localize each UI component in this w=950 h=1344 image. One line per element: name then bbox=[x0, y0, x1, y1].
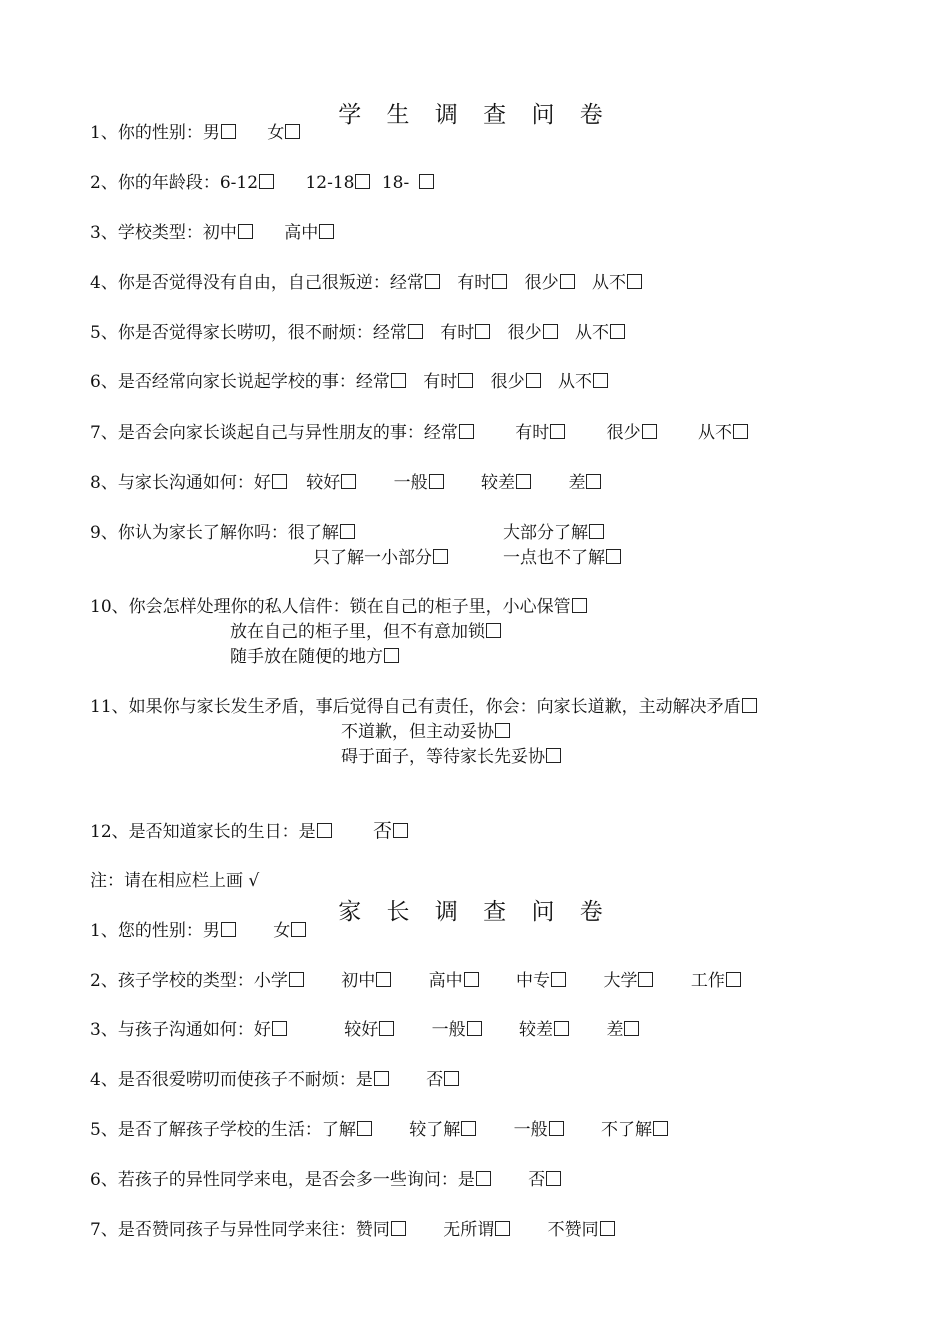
checkbox[interactable] bbox=[593, 373, 608, 388]
option-label: 锁在自己的柜子里，小心保管 bbox=[349, 597, 571, 617]
checkbox[interactable] bbox=[221, 124, 236, 139]
option-label: 中专 bbox=[516, 971, 551, 991]
option-label: 经常 bbox=[389, 273, 424, 293]
checkbox[interactable] bbox=[259, 174, 274, 189]
option-label: 初中 bbox=[341, 971, 376, 991]
parent-q1 bbox=[90, 920, 306, 942]
question-label: 12、是否知道家长的生日： bbox=[90, 822, 299, 842]
option-label: 18- bbox=[381, 173, 410, 193]
student-q2 bbox=[90, 172, 434, 194]
option-label: 很了解 bbox=[287, 523, 339, 543]
option-label: 不道歉，但主动妥协 bbox=[341, 722, 494, 742]
student-q10-option-2 bbox=[230, 621, 501, 643]
option-label: 从不 bbox=[592, 273, 627, 293]
checkbox[interactable] bbox=[589, 524, 604, 539]
question-label: 5、你是否觉得家长唠叨，很不耐烦： bbox=[90, 323, 373, 343]
checkbox[interactable] bbox=[433, 549, 448, 564]
checkbox[interactable] bbox=[526, 373, 541, 388]
student-q10 bbox=[90, 596, 587, 618]
checkbox[interactable] bbox=[444, 1071, 459, 1086]
option-label: 小学 bbox=[253, 971, 288, 991]
option-label: 一般 bbox=[513, 1120, 548, 1140]
student-q11-option-2 bbox=[341, 721, 510, 743]
checkbox[interactable] bbox=[543, 324, 558, 339]
checkbox[interactable] bbox=[374, 1071, 389, 1086]
checkbox[interactable] bbox=[549, 1121, 564, 1136]
checkbox[interactable] bbox=[638, 972, 653, 987]
option-label: 一点也不了解 bbox=[503, 548, 605, 568]
option-label: 大学 bbox=[603, 971, 638, 991]
option-label: 较差 bbox=[519, 1020, 554, 1040]
checkbox[interactable] bbox=[459, 424, 474, 439]
checkbox[interactable] bbox=[393, 823, 408, 838]
option-label: 男 bbox=[202, 123, 220, 143]
student-q9-option-2 bbox=[503, 522, 604, 544]
checkbox[interactable] bbox=[742, 698, 757, 713]
option-label: 女 bbox=[267, 123, 285, 143]
student-q5 bbox=[90, 322, 625, 344]
checkbox[interactable] bbox=[467, 1021, 482, 1036]
checkbox[interactable] bbox=[475, 324, 490, 339]
option-label: 是 bbox=[355, 1070, 373, 1090]
option-label: 是 bbox=[298, 822, 316, 842]
checkbox[interactable] bbox=[357, 1121, 372, 1136]
question-label: 4、是否很爱唠叨而使孩子不耐烦： bbox=[90, 1070, 356, 1090]
student-q8 bbox=[90, 472, 601, 494]
checkbox[interactable] bbox=[408, 324, 423, 339]
option-label: 有时 bbox=[515, 423, 550, 443]
checkbox[interactable] bbox=[429, 474, 444, 489]
parent-survey-title: 家 长 调 查 问 卷 bbox=[338, 899, 612, 925]
option-label: 很少 bbox=[507, 323, 542, 343]
checkbox[interactable] bbox=[461, 1121, 476, 1136]
question-label: 2、孩子学校的类型： bbox=[90, 971, 254, 991]
checkbox[interactable] bbox=[554, 1021, 569, 1036]
checkbox[interactable] bbox=[546, 1171, 561, 1186]
checkbox[interactable] bbox=[221, 922, 236, 937]
checkbox[interactable] bbox=[610, 324, 625, 339]
checkbox[interactable] bbox=[624, 1021, 639, 1036]
option-label: 了解 bbox=[321, 1120, 356, 1140]
checkbox[interactable] bbox=[642, 424, 657, 439]
student-q9-option-4 bbox=[503, 547, 621, 569]
question-label: 10、你会怎样处理你的私人信件： bbox=[90, 597, 350, 617]
checkbox[interactable] bbox=[291, 922, 306, 937]
checkbox[interactable] bbox=[551, 972, 566, 987]
option-label: 经常 bbox=[355, 372, 390, 392]
question-label: 7、是否赞同孩子与异性同学来往： bbox=[90, 1220, 356, 1240]
checkbox[interactable] bbox=[572, 598, 587, 613]
checkbox[interactable] bbox=[355, 174, 370, 189]
option-label: 较差 bbox=[481, 473, 516, 493]
question-label: 6、若孩子的异性同学来电，是否会多一些询问： bbox=[90, 1170, 458, 1190]
parent-q5 bbox=[90, 1119, 668, 1141]
checkbox[interactable] bbox=[340, 524, 355, 539]
parent-q7 bbox=[90, 1219, 615, 1241]
checkbox[interactable] bbox=[376, 972, 391, 987]
option-label: 只了解一小部分 bbox=[313, 548, 432, 568]
parent-q4 bbox=[90, 1069, 459, 1091]
option-label: 有时 bbox=[440, 323, 475, 343]
option-label: 从不 bbox=[575, 323, 610, 343]
checkbox[interactable] bbox=[272, 1021, 287, 1036]
checkbox[interactable] bbox=[319, 224, 334, 239]
option-label: 否 bbox=[528, 1170, 546, 1190]
question-label: 2、你的年龄段： bbox=[90, 173, 220, 193]
checkbox[interactable] bbox=[317, 823, 332, 838]
question-label: 3、与孩子沟通如何： bbox=[90, 1020, 254, 1040]
option-label: 好 bbox=[253, 473, 271, 493]
option-label: 否 bbox=[426, 1070, 444, 1090]
checkbox[interactable] bbox=[495, 1221, 510, 1236]
student-q1 bbox=[90, 122, 300, 144]
checkbox[interactable] bbox=[464, 972, 479, 987]
option-label: 初中 bbox=[202, 223, 237, 243]
option-label: 6-12 bbox=[219, 173, 259, 193]
student-q3 bbox=[90, 222, 334, 244]
option-label: 较了解 bbox=[409, 1120, 461, 1140]
checkbox[interactable] bbox=[726, 972, 741, 987]
option-label: 是 bbox=[457, 1170, 475, 1190]
checkbox[interactable] bbox=[272, 474, 287, 489]
option-label: 高中 bbox=[284, 223, 319, 243]
option-label: 从不 bbox=[558, 372, 593, 392]
question-label: 8、与家长沟通如何： bbox=[90, 473, 254, 493]
parent-q2 bbox=[90, 970, 741, 992]
option-label: 有时 bbox=[457, 273, 492, 293]
student-q11-option-3 bbox=[341, 746, 561, 768]
option-label: 随手放在随便的地方 bbox=[230, 647, 383, 667]
checkbox[interactable] bbox=[653, 1121, 668, 1136]
checkbox[interactable] bbox=[606, 549, 621, 564]
checkbox[interactable] bbox=[486, 623, 501, 638]
option-label: 否 bbox=[373, 820, 393, 842]
student-q4 bbox=[90, 272, 642, 294]
question-label: 9、你认为家长了解你吗： bbox=[90, 523, 288, 543]
question-label: 4、你是否觉得没有自由，自己很叛逆： bbox=[90, 273, 390, 293]
student-q6 bbox=[90, 371, 608, 393]
checkbox[interactable] bbox=[476, 1171, 491, 1186]
checkbox[interactable] bbox=[285, 124, 300, 139]
option-label: 很少 bbox=[490, 372, 525, 392]
option-label: 放在自己的柜子里，但不有意加锁 bbox=[230, 622, 485, 642]
checkbox[interactable] bbox=[560, 274, 575, 289]
option-label: 较好 bbox=[344, 1020, 379, 1040]
student-q12 bbox=[90, 820, 408, 843]
checkbox[interactable] bbox=[391, 373, 406, 388]
option-label: 工作 bbox=[690, 971, 725, 991]
option-label: 男 bbox=[202, 921, 220, 941]
option-label: 很少 bbox=[606, 423, 641, 443]
option-label: 一般 bbox=[393, 473, 428, 493]
checkbox[interactable] bbox=[384, 648, 399, 663]
question-label: 11、如果你与家长发生矛盾，事后觉得自己有责任，你会： bbox=[90, 697, 537, 717]
checkbox[interactable] bbox=[495, 723, 510, 738]
checkbox[interactable] bbox=[341, 474, 356, 489]
checkbox[interactable] bbox=[550, 424, 565, 439]
question-label: 1、你的性别： bbox=[90, 123, 203, 143]
question-label: 6、是否经常向家长说起学校的事： bbox=[90, 372, 356, 392]
question-label: 5、是否了解孩子学校的生活： bbox=[90, 1120, 322, 1140]
checkbox[interactable] bbox=[458, 373, 473, 388]
checkbox[interactable] bbox=[733, 424, 748, 439]
checkbox[interactable] bbox=[546, 748, 561, 763]
student-q10-option-3 bbox=[230, 646, 399, 668]
checkbox[interactable] bbox=[425, 274, 440, 289]
checkbox[interactable] bbox=[419, 174, 434, 189]
option-label: 经常 bbox=[423, 423, 458, 443]
checkbox[interactable] bbox=[238, 224, 253, 239]
option-label: 女 bbox=[273, 921, 291, 941]
student-q11 bbox=[90, 696, 757, 718]
option-label: 12-18 bbox=[305, 173, 355, 193]
option-label: 差 bbox=[568, 473, 586, 493]
option-label: 不赞同 bbox=[547, 1220, 599, 1240]
student-q9 bbox=[90, 522, 355, 544]
checkbox[interactable] bbox=[627, 274, 642, 289]
option-label: 差 bbox=[606, 1020, 624, 1040]
student-q9-option-3 bbox=[313, 547, 448, 569]
parent-q6 bbox=[90, 1169, 561, 1191]
option-label: 经常 bbox=[372, 323, 407, 343]
parent-q3 bbox=[90, 1019, 639, 1041]
option-label: 有时 bbox=[423, 372, 458, 392]
option-label: 不了解 bbox=[601, 1120, 653, 1140]
checkbox[interactable] bbox=[586, 474, 601, 489]
checkbox[interactable] bbox=[516, 474, 531, 489]
option-label: 大部分了解 bbox=[503, 523, 588, 543]
option-label: 碍于面子，等待家长先妥协 bbox=[341, 747, 545, 767]
checkbox[interactable] bbox=[492, 274, 507, 289]
checkbox[interactable] bbox=[379, 1021, 394, 1036]
student-survey-title: 学 生 调 查 问 卷 bbox=[338, 102, 612, 128]
option-label: 高中 bbox=[428, 971, 463, 991]
option-label: 无所谓 bbox=[443, 1220, 495, 1240]
option-label: 一般 bbox=[431, 1020, 466, 1040]
option-label: 好 bbox=[253, 1020, 271, 1040]
option-label: 很少 bbox=[524, 273, 559, 293]
checkbox[interactable] bbox=[600, 1221, 615, 1236]
option-label: 向家长道歉，主动解决矛盾 bbox=[536, 697, 741, 717]
student-q7 bbox=[90, 422, 748, 444]
option-label: 赞同 bbox=[355, 1220, 390, 1240]
checkbox[interactable] bbox=[391, 1221, 406, 1236]
question-label: 7、是否会向家长谈起自己与异性朋友的事： bbox=[90, 423, 424, 443]
question-label: 1、您的性别： bbox=[90, 921, 203, 941]
checkbox[interactable] bbox=[289, 972, 304, 987]
option-label: 从不 bbox=[698, 423, 733, 443]
option-label: 较好 bbox=[306, 473, 341, 493]
question-label: 3、学校类型： bbox=[90, 223, 203, 243]
student-note: 注：请在相应栏上画 √ bbox=[90, 871, 260, 891]
